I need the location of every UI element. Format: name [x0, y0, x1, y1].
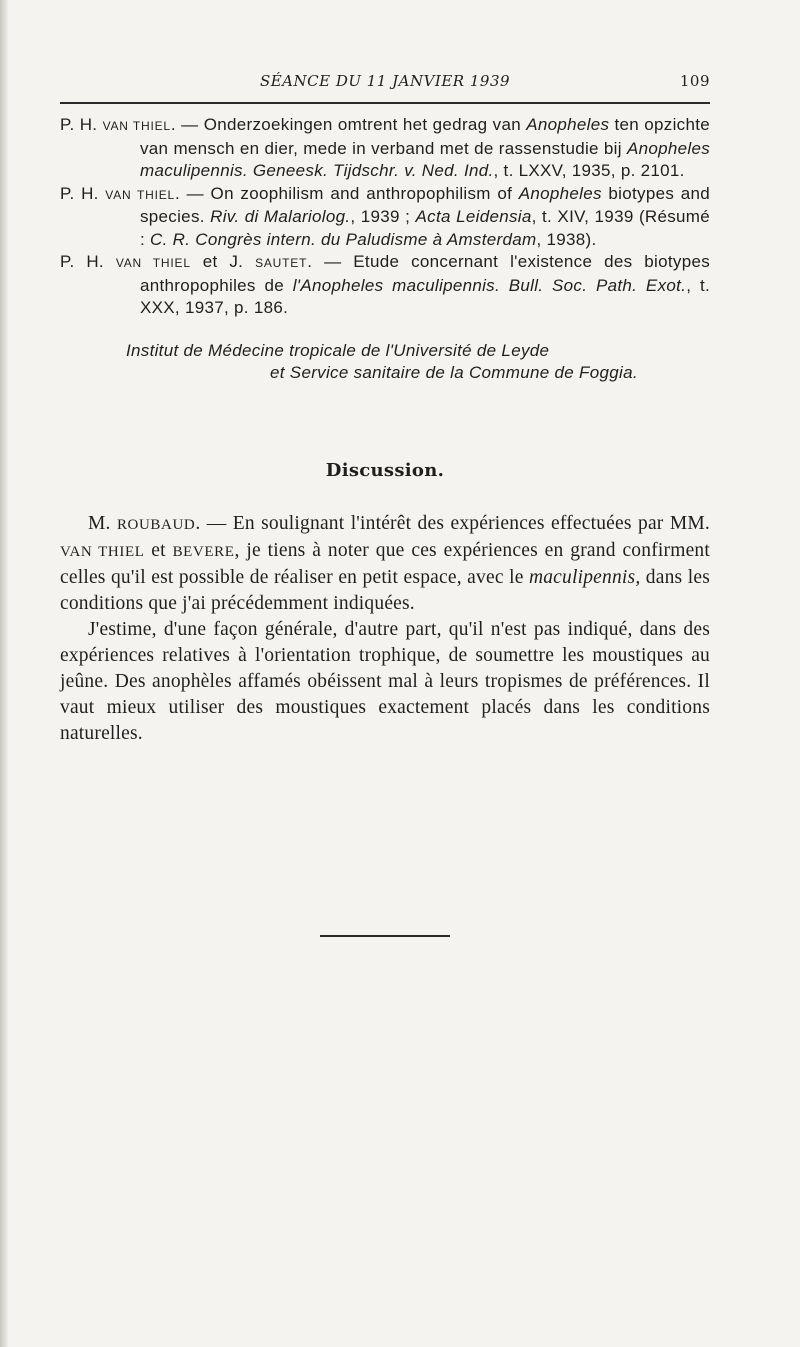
speaker-name: ROUBAUD [116, 516, 196, 533]
header-title: SÉANCE DU 11 JANVIER 1939 [259, 72, 511, 90]
header-rule [60, 102, 710, 104]
discussion-body [60, 511, 710, 747]
document-page [60, 72, 710, 937]
running-header [60, 72, 710, 98]
person-name: VAN THIEL [60, 543, 145, 560]
affiliation-line: et Service sanitaire de la Commune de Foggia. [270, 363, 638, 382]
page-number: 109 [679, 72, 710, 90]
section-heading: Discussion. [325, 459, 445, 481]
paragraph: J'estime, d'une façon générale, d'autre part, qu'il n'est pas indiqué, dans des expériences relatives à l'orientation trophique, de soumettre les moustiques au jeûne. Des anophèles affamés obéissent mal à leurs tropismes de préférences. Il vaut mieux utiliser des moustiques exactement placés dans les conditions naturelles. [60, 618, 710, 744]
reference-item: P. H. VAN THIEL et J. SAUTET. — Etude concernant l'existence des biotypes anthropophiles de l'Anopheles maculipennis. Bull. Soc. Path. Exot., t. XXX, 1937, p. 186. [60, 252, 711, 317]
affiliation [60, 340, 710, 385]
author-name: VAN THIEL [102, 119, 171, 133]
reference-item: P. H. VAN THIEL. — Onderzoekingen omtrent het gedrag van Anopheles ten opzichte van mensch en dier, mede in verband met de rassenstudie bij Anopheles maculipennis. Geneesk. Tijdschr. v. Ned. Ind., t. LXXV, 1935, p. 2101. [60, 115, 711, 180]
author-name: SAUTET [255, 256, 308, 270]
author-name: VAN THIEL [115, 256, 191, 270]
author-name: VAN THIEL [105, 187, 175, 202]
reference-list [60, 114, 710, 320]
reference-item: P. H. VAN THIEL. — On zoophilism and anthropophilism of Anopheles biotypes and species. Riv. di Malariolog., 1939 ; Acta Leidensia, t. XIV, 1939 (Résumé : C. R. Congrès intern. du Paludisme à Amsterdam, 1938). [60, 183, 711, 249]
end-rule [320, 935, 450, 937]
affiliation-line: Institut de Médecine tropicale de l'Université de Leyde [126, 340, 550, 360]
page-edge-shadow [0, 0, 8, 1347]
paragraph: M. ROUBAUD. — En soulignant l'intérêt des expériences effectuées par MM. VAN THIEL et BEVERE, je tiens à noter que ces expériences en grand confirment celles qu'il est possible de réaliser en petit espace, avec le maculipennis, dans les conditions que j'ai précédemment indiquées. [60, 512, 711, 614]
person-name: BEVERE [172, 543, 235, 560]
